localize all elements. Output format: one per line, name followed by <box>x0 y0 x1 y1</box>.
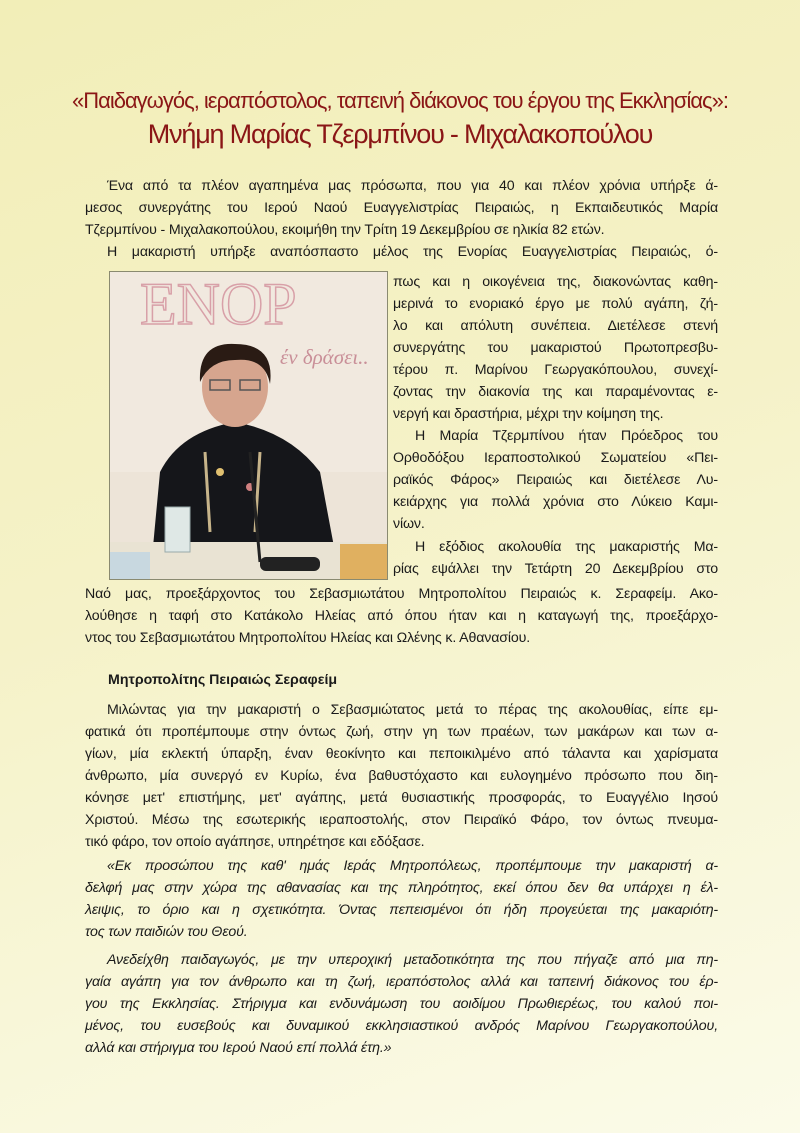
text-line: μερινά το ενοριακό έργο με πολύ αγάπη, ζή- <box>393 296 718 312</box>
text-line: νίων. <box>393 516 425 532</box>
paragraph-member-start <box>85 241 718 263</box>
text-line: μεσος συνεργάτης του Ιερού Ναού Ευαγγελιστρίας Πειραιώς, η Εκπαιδευτικός Μαρία <box>85 200 718 216</box>
text-line: άνθρωπο, μία συνεργό εν Κυρίω, ένα βαθυστόχαστο και ευλογημένο πρόσωπο που διη- <box>85 768 718 784</box>
text-line: ρίας εψάλλει την Τετάρτη 20 Δεκεμβρίου στο <box>393 561 718 577</box>
text-line: γου της Εκκλησίας. Στήριγμα και ενδυνάμωση του αοιδίμου Πρωθιερέως, του καλού ποι- <box>85 996 718 1012</box>
paragraph-funeral-end <box>85 583 718 649</box>
text-line: γαία αγάπη για τον άνθρωπο και τη ζωή, ιεραπόστολος αλλά και ταπεινή διάκονος του έρ- <box>85 974 718 990</box>
section-heading: Μητροπολίτης Πειραιώς Σεραφείμ <box>108 672 338 688</box>
text-line: ζοντας την διακονία της και παραμένοντας ε- <box>393 384 718 400</box>
text-line: Η εξόδιος ακολουθία της μακαριστής Μα- <box>415 539 718 555</box>
text-line: τέρου π. Μαρίνου Γεωργακόπουλου, συνεχί- <box>393 362 718 378</box>
text-line: γίων, μία εκλεκτή ύπαρξη, έναν θεοκίνητο και πεποικιλμένο από τάλαντα και χαρίσματα <box>85 746 718 762</box>
text-line: δελφή μας στην χώρα της αθανασίας και της πληρότητος, εκεί όπου δεν θα υπάρχει η έλ- <box>85 880 718 896</box>
text-line: Ναό μας, προεξάρχοντος του Σεβασμιωτάτου Μητροπολίτου Πειραιώς κ. Σεραφείμ. Ακο- <box>85 586 718 602</box>
text-line: συνεργάτης του μακαριστού Πρωτοπρεσβυ- <box>393 340 718 356</box>
text-line: κόνησε μετ' επιστήμης, μετ' αγάπης, μετά θυσιαστικής προσφοράς, το Ευαγγέλιο Ιησού <box>85 790 718 806</box>
text-line: αλλά και στήριγμα του Ιερού Ναού επί πολλά έτη.» <box>85 1040 392 1056</box>
paragraph-metropolitan-speech <box>85 699 718 853</box>
text-line: λειψις, το όριο και η σχετικότητα. Όντας πεπεισμένοι ότι ήδη προγεύεται της μακαριότη- <box>85 902 718 918</box>
paragraph-funeral-start <box>393 536 718 580</box>
paragraph-intro <box>85 175 718 241</box>
paragraph-member-wrap <box>393 271 718 425</box>
paragraph-president <box>393 425 718 535</box>
text-line: μένος, του ευσεβούς και δυναμικού εκκλησιαστικού ανδρός Μαρίνου Γεωργακοπούλου, <box>85 1018 718 1034</box>
quote-paragraph-2 <box>85 949 718 1059</box>
text-line: λο και απόλυτη συνέπεια. Διετέλεσε στενή <box>393 318 718 334</box>
article-title-line-1 <box>0 88 800 114</box>
photo-maria-tzerbinou <box>109 271 388 580</box>
text-line: φατικά ότι προπέμπουμε στην όντως ζωή, στην γη των πραέων, των μακάρων και των α- <box>85 724 718 740</box>
text-line: τος των παιδιών του Θεού. <box>85 924 248 940</box>
text-line: ραϊκός Φάρος» Πειραιώς και διετέλεσε Λυ- <box>393 472 718 488</box>
text-line: Χριστού. Μέσω της εσωτερικής ιεραποστολής, στον Πειραϊκό Φάρο, τον όντως πνευμα- <box>85 812 718 828</box>
title-text: Μνήμη Μαρίας Τζερμπίνου - Μιχαλακοπούλου <box>147 119 653 149</box>
text-line: τικό φάρο, τον οποίο αγάπησε, υπηρέτησε και εδόξασε. <box>85 834 425 850</box>
text-line: Ορθοδόξου Ιεραποστολικού Σωματείου «Πει- <box>393 450 718 466</box>
text-line: κειάρχης για πολλά χρόνια στο Λύκειο Καμι- <box>393 494 718 510</box>
title-text: «Παιδαγωγός, ιεραπόστολος, ταπεινή διάκονος του έργου της Εκκλησίας»: <box>71 88 728 113</box>
text-line: Ανεδείχθη παιδαγωγός, με την υπεροχική μεταδοτικότητα της που πήγαζε από μια πη- <box>107 952 718 968</box>
text-line: «Εκ προσώπου της καθ' ημάς Ιεράς Μητροπόλεως, προπέμπουμε την μακαριστή α- <box>107 858 718 874</box>
photo-lettering: έν δράσει.. <box>280 345 369 369</box>
article-title-line-2 <box>0 119 800 150</box>
text-line: νεργή και δραστήρια, μέχρι την κοίμηση της. <box>393 406 664 422</box>
text-line: Η Μαρία Τζερμπίνου ήταν Πρόεδρος του <box>415 428 718 444</box>
quote-paragraph-1 <box>85 855 718 943</box>
text-line: Η μακαριστή υπήρξε αναπόσπαστο μέλος της Ενορίας Ευαγγελιστρίας Πειραιώς, ό- <box>107 244 718 260</box>
text-line: Μιλώντας για την μακαριστή ο Σεβασμιώτατος μετά το πέρας της ακολουθίας, είπε εμ- <box>107 702 718 718</box>
text-line: ντος του Σεβασμιωτάτου Μητροπολίτου Ηλείας και Ωλένης κ. Αθανασίου. <box>85 630 530 646</box>
text-line: πως και η οικογένεια της, διακονώντας καθη- <box>393 274 718 290</box>
text-line: Τζερμπίνου - Μιχαλακοπούλου, εκοιμήθη την Τρίτη 19 Δεκεμβρίου σε ηλικία 82 ετών. <box>85 222 605 238</box>
text-line: λούθησε η ταφή στο Κατάκολο Ηλείας από όπου ήταν και η καταγωγή της, προεξάρχο- <box>85 608 718 624</box>
photo-lettering: ΕΝΟΡ <box>140 272 297 337</box>
text-line: Ένα από τα πλέον αγαπημένα μας πρόσωπα, που για 40 και πλέον χρόνια υπήρξε ά- <box>107 178 718 194</box>
